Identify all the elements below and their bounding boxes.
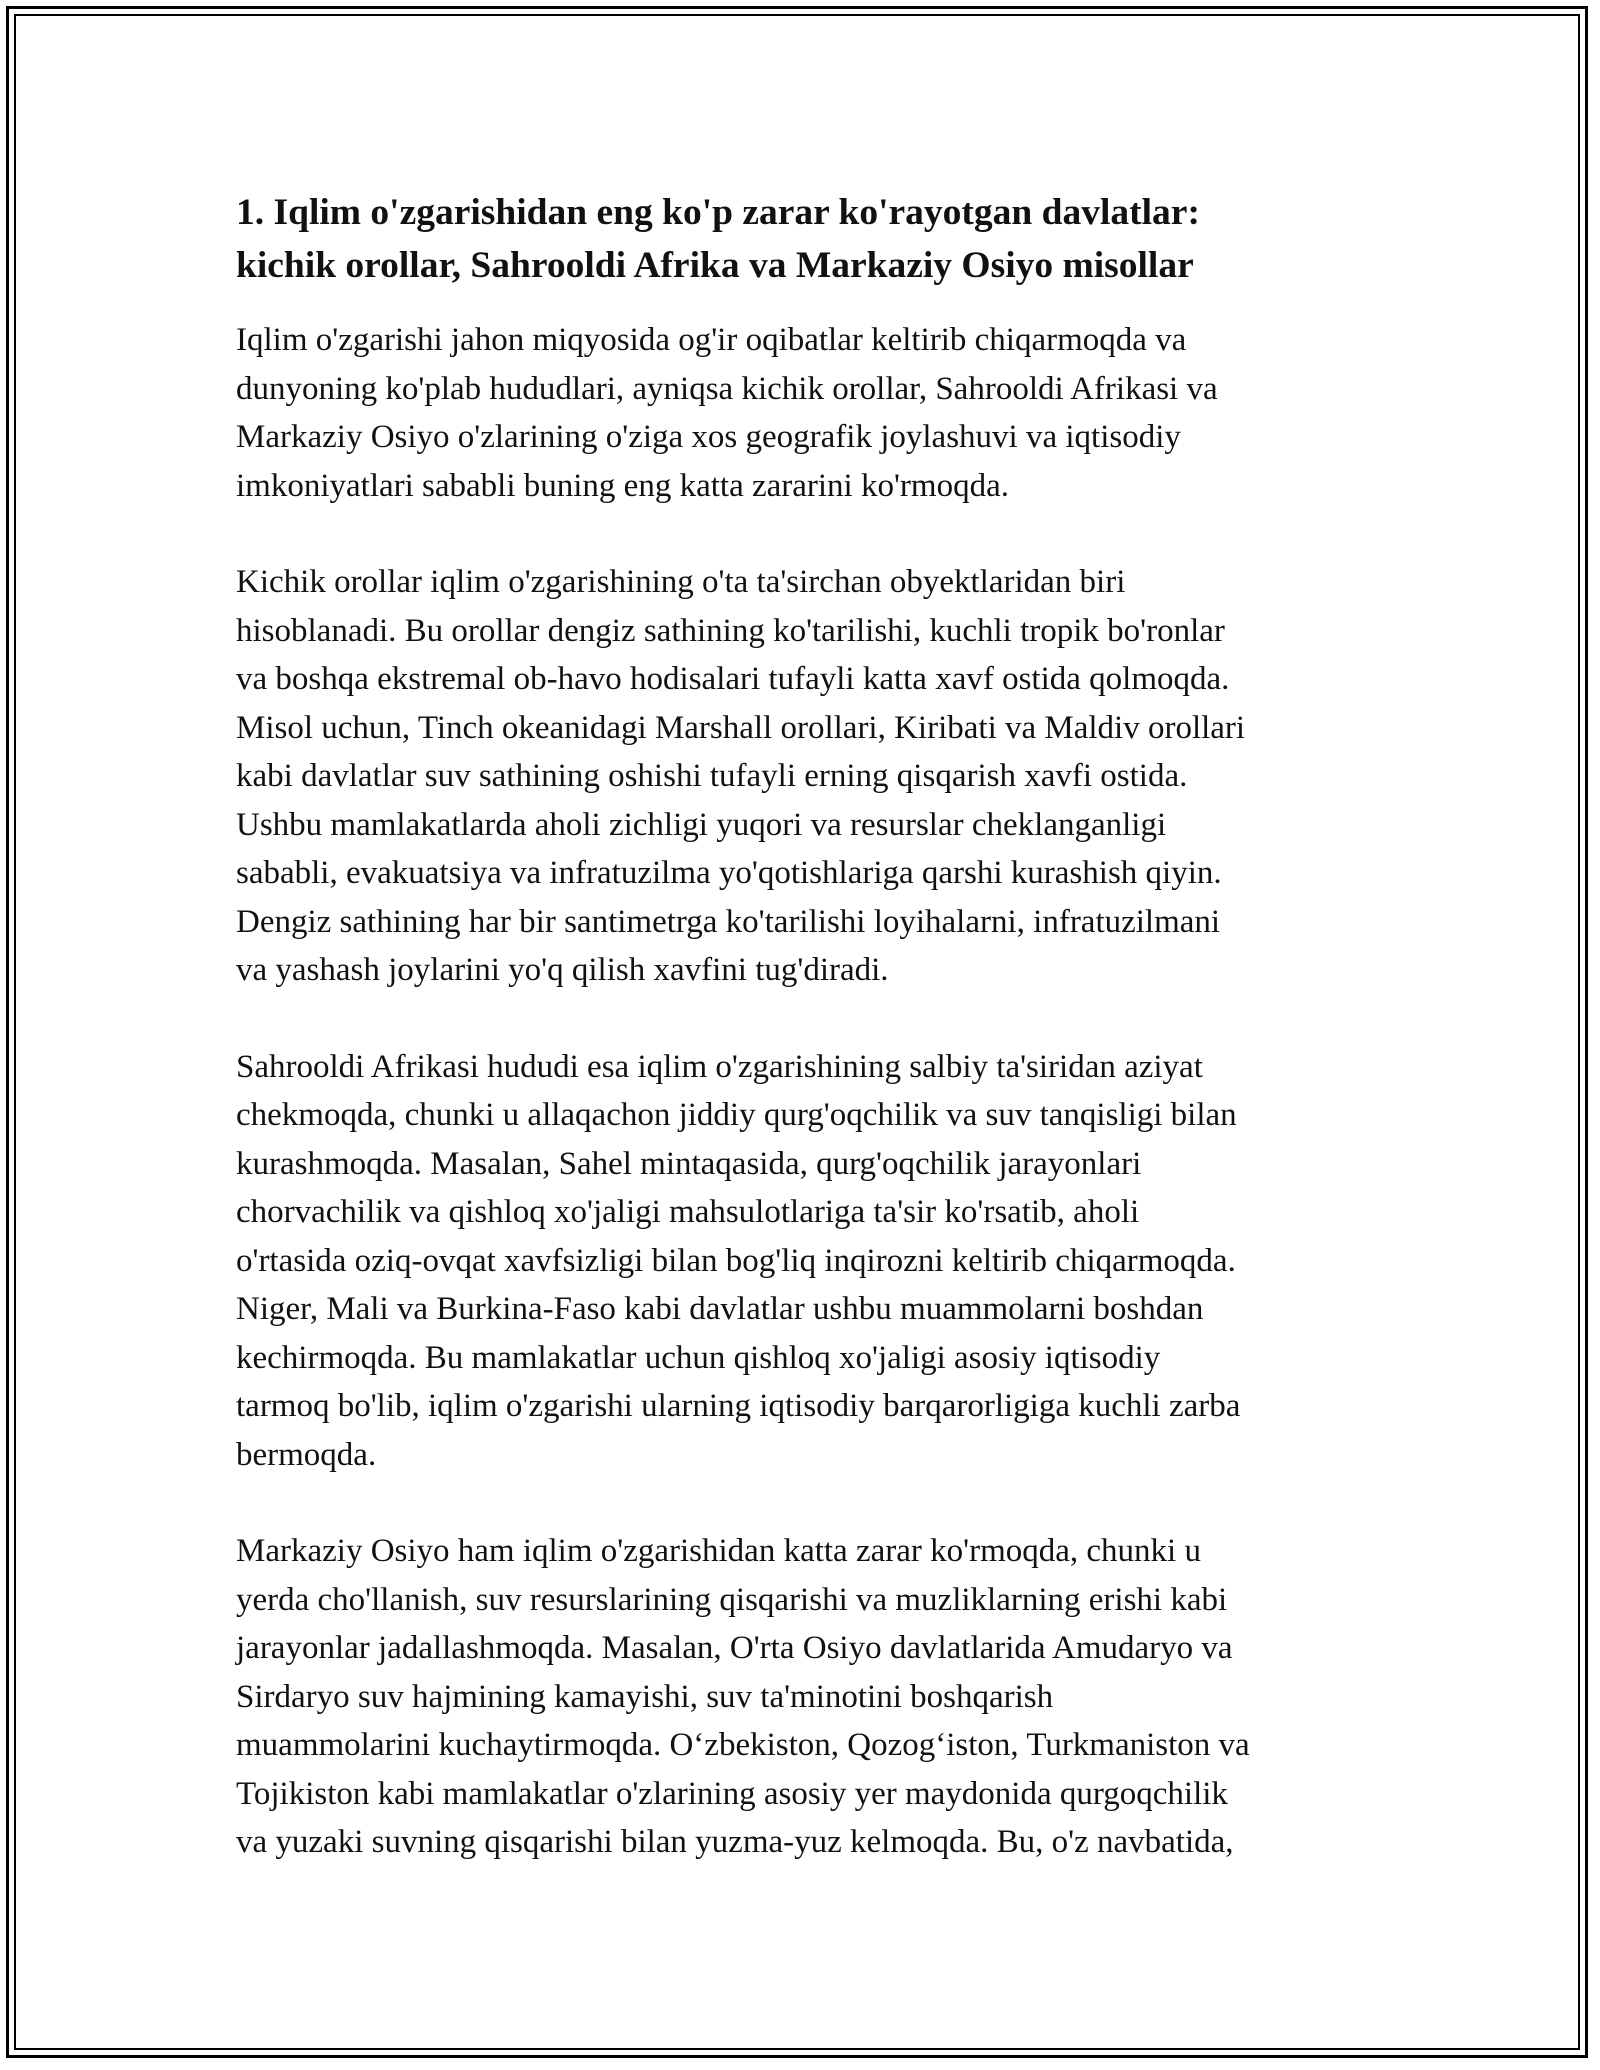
paragraph-line: Markaziy Osiyo ham iqlim o'zgarishidan katta zarar ko'rmoqda, chunki u [236, 1533, 1201, 1569]
document-body [236, 186, 1366, 1867]
paragraph-line: Tojikiston kabi mamlakatlar o'zlarining asosiy yer maydonida qurgoqchilik [236, 1775, 1228, 1812]
body-paragraph [236, 1527, 1366, 1867]
paragraph-line: chorvachilik va qishloq xo'jaligi mahsulotlariga ta'sir ko'rsatib, aholi [236, 1194, 1140, 1230]
paragraph-line: bermoqda. [236, 1436, 377, 1473]
paragraph-line: Misol uchun, Tinch okeanidagi Marshall orollari, Kiribati va Maldiv orollari [236, 709, 1246, 746]
paragraph-line: va boshqa ekstremal ob-havo hodisalari tufayli katta xavf ostida qolmoqda. [236, 661, 1230, 697]
paragraph-line: tarmoq bo'lib, iqlim o'zgarishi ularning iqtisodiy barqarorligiga kuchli zarba [236, 1388, 1241, 1424]
paragraph-line: Iqlim o'zgarishi jahon miqyosida og'ir oqibatlar keltirib chiqarmoqda va [236, 322, 1187, 358]
paragraph-line: Ushbu mamlakatlarda aholi zichligi yuqori va resurslar cheklanganligi [236, 806, 1167, 843]
paragraph-line: o'rtasida oziq-ovqat xavfsizligi bilan bog'liq inqirozni keltirib chiqarmoqda. [236, 1242, 1236, 1279]
paragraph-line: yerda cho'llanish, suv resurslarining qisqarishi va muzliklarning erishi kabi [236, 1581, 1228, 1618]
paragraph-line: jarayonlar jadallashmoqda. Masalan, O'rta Osiyo davlatlarida Amudaryo va [236, 1630, 1233, 1666]
paragraph-line: Niger, Mali va Burkina-Faso kabi davlatlar ushbu muammolarni boshdan [236, 1291, 1204, 1327]
body-paragraph [236, 558, 1366, 995]
paragraph-line: Dengiz sathining har bir santimetrga ko'tarilishi loyihalarni, infratuzilmani [236, 903, 1221, 940]
paragraph-line: va yuzaki suvning qisqarishi bilan yuzma-yuz kelmoqda. Bu, o'z navbatida, [236, 1824, 1234, 1860]
paragraph-line: sababli, evakuatsiya va infratuzilma yo'qotishlariga qarshi kurashish qiyin. [236, 855, 1222, 891]
body-paragraph [236, 1043, 1366, 1480]
paragraph-line: muammolarini kuchaytirmoqda. O‘zbekiston, Qozog‘iston, Turkmaniston va [236, 1727, 1250, 1763]
paragraph-line: kurashmoqda. Masalan, Sahel mintaqasida, qurg'oqchilik jarayonlari [236, 1145, 1142, 1182]
section-heading [236, 186, 1366, 292]
paragraph-line: Sirdaryo suv hajmining kamayishi, suv ta'minotini boshqarish [236, 1678, 1054, 1715]
heading-line: 1. Iqlim o'zgarishidan eng ko'p zarar ko'rayotgan davlatlar: [236, 192, 1200, 233]
paragraph-line: kabi davlatlar suv sathining oshishi tufayli erning qisqarish xavfi ostida. [236, 758, 1188, 794]
paragraph-line: chekmoqda, chunki u allaqachon jiddiy qurg'oqchilik va suv tanqisligi bilan [236, 1097, 1237, 1133]
paragraph-line: Markaziy Osiyo o'zlarining o'ziga xos geografik joylashuvi va iqtisodiy [236, 419, 1181, 455]
paragraph-line: va yashash joylarini yo'q qilish xavfini tug'diradi. [236, 952, 889, 988]
paragraph-line: Sahrooldi Afrikasi hududi esa iqlim o'zgarishining salbiy ta'siridan aziyat [236, 1048, 1203, 1085]
paragraph-line: dunyoning ko'plab hududlari, ayniqsa kichik orollar, Sahrooldi Afrikasi va [236, 370, 1218, 407]
paragraph-line: Kichik orollar iqlim o'zgarishining o'ta ta'sirchan obyektlaridan biri [236, 564, 1126, 600]
paragraph-line: kechirmoqda. Bu mamlakatlar uchun qishloq xo'jaligi asosiy iqtisodiy [236, 1339, 1161, 1376]
paragraph-list [236, 316, 1366, 1867]
body-paragraph [236, 316, 1366, 510]
paragraph-line: imkoniyatlari sababli buning eng katta zararini ko'rmoqda. [236, 467, 1009, 504]
heading-line: kichik orollar, Sahrooldi Afrika va Markaziy Osiyo misollar [236, 245, 1194, 286]
paragraph-line: hisoblanadi. Bu orollar dengiz sathining ko'tarilishi, kuchli tropik bo'ronlar [236, 612, 1225, 649]
